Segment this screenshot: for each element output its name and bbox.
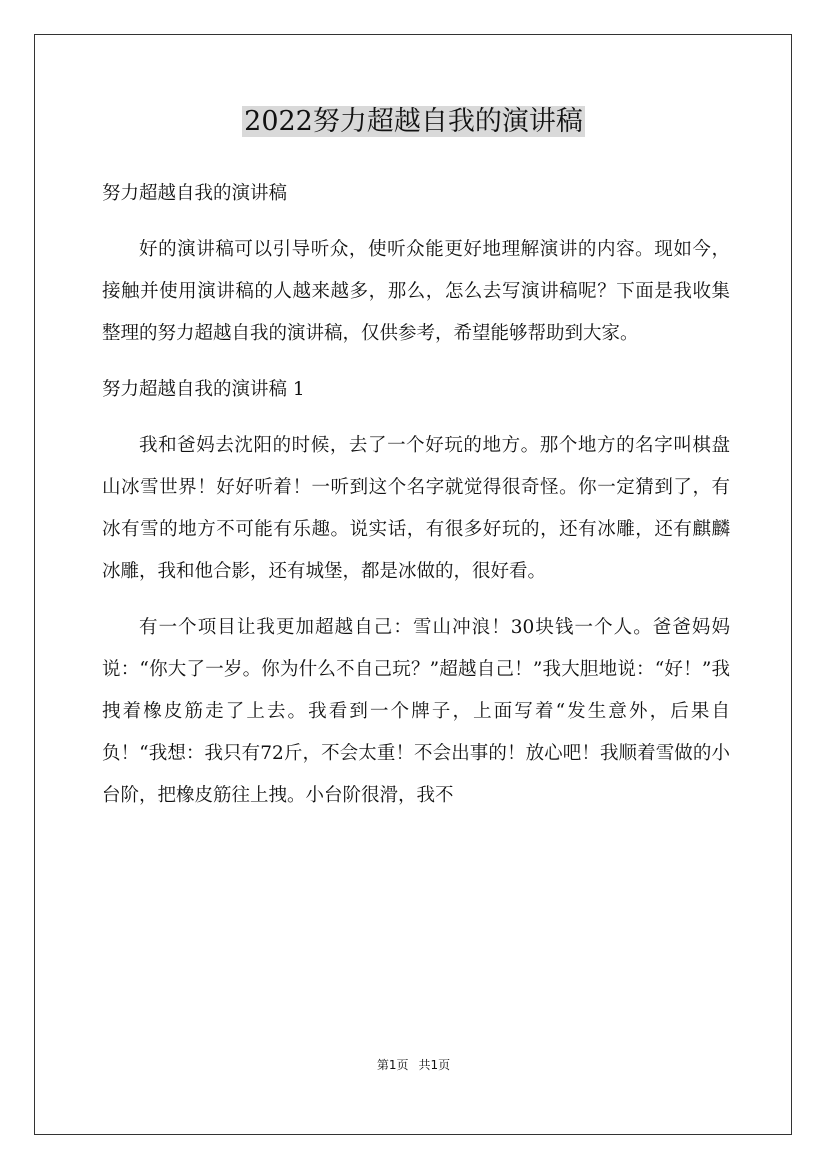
title-text: 2022努力超越自我的演讲稿 xyxy=(244,106,583,137)
page-number: 第1页 xyxy=(376,1058,409,1072)
document-body xyxy=(102,173,730,831)
section-heading: 努力超越自我的演讲稿 1 xyxy=(102,379,305,400)
page-footer xyxy=(0,1056,827,1073)
intro-paragraph: 好的演讲稿可以引导听众，使听众能更好地理解演讲的内容。现如今，接触并使用演讲稿的人越来越多，那么，怎么去写演讲稿呢？下面是我收集整理的努力超越自我的演讲稿，仅供参考，希望能够帮助到大家。 xyxy=(102,239,730,344)
subtitle: 努力超越自我的演讲稿 xyxy=(102,183,288,204)
body-paragraph-2: 有一个项目让我更加超越自己：雪山冲浪！30块钱一个人。爸爸妈妈说：“你大了一岁。你为什么不自己玩？”超越自己！”我大胆地说：“好！”我拽着橡皮筋走了上去。我看到一个牌子，上面写着“发生意外，后果自负！“我想：我只有72斤，不会太重！不会出事的！放心吧！我顺着雪做的小台阶，把橡皮筋往上拽。小台阶很滑，我不 xyxy=(102,617,730,806)
document-title xyxy=(0,101,827,143)
body-paragraph-1: 我和爸妈去沈阳的时候，去了一个好玩的地方。那个地方的名字叫棋盘山冰雪世界！好好听着！一听到这个名字就觉得很奇怪。你一定猜到了，有冰有雪的地方不可能有乐趣。说实话，有很多好玩的，还有冰雕，还有麒麟冰雕，我和他合影，还有城堡，都是冰做的，很好看。 xyxy=(102,435,730,582)
page-total: 共1页 xyxy=(418,1058,451,1072)
